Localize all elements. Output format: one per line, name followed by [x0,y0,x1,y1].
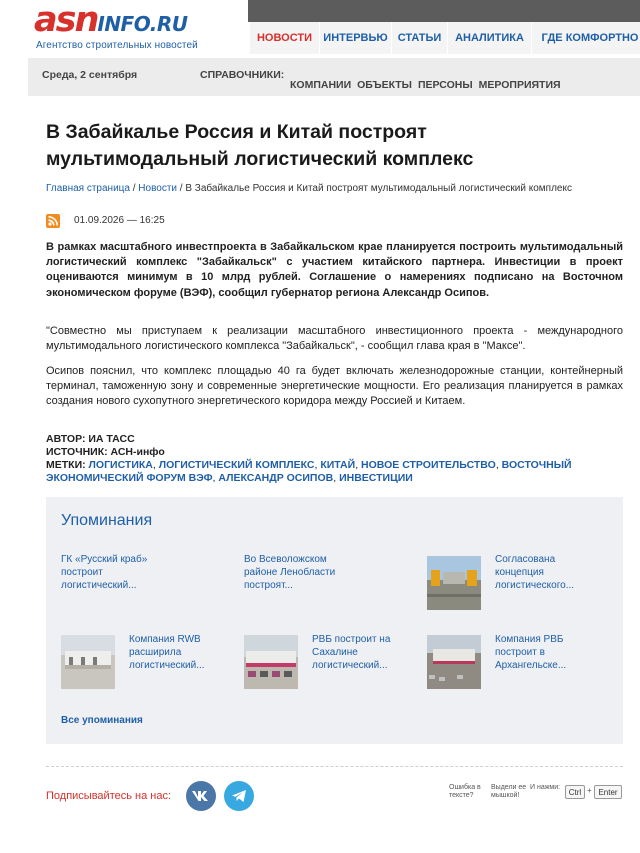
all-mentions-link[interactable]: Все упоминания [61,715,143,726]
mention-text: ГК «Русский краб» построит логистический... [61,554,148,591]
article-title: В Забайкалье Россия и Китай построят мультимодальный логистический комплекс [46,121,474,170]
ctrl-key-badge: Ctrl [565,785,585,799]
article-meta [46,433,623,485]
mention-thumbnail [244,635,298,689]
error-hint-text: Ошибка в тексте? [449,784,481,799]
mentions-title: Упоминания [61,512,153,529]
top-dark-bar [248,0,640,22]
tag-link[interactable]: ЛОГИСТИЧЕСКИЙ КОМПЛЕКС [158,459,315,471]
nav-articles[interactable]: СТАТЬИ [392,22,448,54]
source-value: АСН-инфо [110,446,165,458]
logo-suffix-text: INFO.RU [97,12,188,36]
nav-analytics[interactable]: АНАЛИТИКА [448,22,532,54]
breadcrumb-separator: / [177,183,186,194]
logo-asn-text: asn [34,0,98,40]
ref-link-events[interactable]: МЕРОПРИЯТИЯ [478,79,561,91]
nav-news[interactable]: НОВОСТИ [250,22,320,54]
mention-thumbnail [61,635,115,689]
enter-key-badge: Enter [594,785,622,799]
footer-divider [46,766,623,767]
telegram-icon[interactable] [224,781,254,811]
tags-line: МЕТКИ: ЛОГИСТИКА, ЛОГИСТИЧЕСКИЙ КОМПЛЕКС, КИТАЙ, НОВОЕ СТРОИТЕЛЬСТВО, ВОСТОЧНЫЙ ЭКОНОМИЧЕСКИЙ ФОРУМ ВЭФ, АЛЕКСАНДР ОСИПОВ, ИНВЕСТИЦИИ [46,459,572,484]
mentions-block [46,497,623,744]
tags-label: МЕТКИ: [46,459,86,471]
rss-icon[interactable] [46,214,60,228]
article-lead: В рамках масштабного инвестпроекта в Забайкальском крае планируется построить мультимодальный логистический комплекс "Забайкальск" с участием китайского партнера. Инвестиции в проект оцениваются минимум в 10 млрд рублей. Соглашение о намерениях подписано на Восточном экономическом форуме (ВЭФ), сообщил губернатор региона Александр Осипов. [46,241,623,299]
breadcrumb-current: В Забайкалье Россия и Китай построят мультимодальный логистический комплекс [185,183,572,194]
site-header [0,0,640,58]
author-line [46,433,623,446]
main-nav [250,22,640,54]
key-plus-sign: + [587,786,592,795]
mention-thumbnail [427,556,481,610]
mention-text: Компания РВБ построит в Архангельске... [495,634,567,671]
source-line [46,446,623,459]
mention-text: Компания RWB расширила логистический... [129,634,205,671]
current-date: Среда, 2 сентября [42,69,138,81]
nav-interviews[interactable]: ИНТЕРВЬЮ [320,22,392,54]
author-value: ИА ТАСС [88,433,135,445]
source-label: ИСТОЧНИК: [46,446,108,458]
publish-date: 01.09.2026 — 16:25 [74,215,165,226]
info-bar [28,58,640,96]
tag-link[interactable]: КИТАЙ [320,459,356,471]
reference-label: СПРАВОЧНИКИ: [200,69,285,81]
ref-link-objects[interactable]: ОБЪЕКТЫ [357,79,412,91]
logo-tagline: Агентство строительных новостей [36,40,198,51]
mention-text: Во Всеволожском районе Ленобласти построят... [244,554,336,591]
tag-link[interactable]: АЛЕКСАНДР ОСИПОВ [218,472,334,484]
article-paragraph: "Совместно мы приступаем к реализации масштабного инвестиционного проекта - международного мультимодального логистического комплекса "Забайкальск", - сообщил глава края в "Максе". [46,325,623,353]
mention-text: РВБ построит на Сахалине логистический... [312,634,391,671]
breadcrumb-separator: / [129,183,139,194]
breadcrumb-home[interactable]: Главная страница [46,183,130,194]
ref-link-companies[interactable]: КОМПАНИИ [290,79,352,91]
tag-link[interactable]: ВОСТОЧНЫЙ ЭКОНОМИЧЕСКИЙ ФОРУМ ВЭФ [46,459,572,484]
ref-link-persons[interactable]: ПЕРСОНЫ [417,79,473,91]
error-hint-text: И нажми: [530,784,561,791]
site-logo[interactable] [34,2,246,54]
mention-text: Согласована концепция логистического... [495,554,575,591]
breadcrumb [46,183,626,194]
mention-thumbnail [427,635,481,689]
tag-link[interactable]: НОВОЕ СТРОИТЕЛЬСТВО [361,459,496,471]
tag-link[interactable]: ЛОГИСТИКА [88,459,153,471]
nav-comfort[interactable]: ГДЕ КОМФОРТНО [541,32,639,44]
error-hint-text: Выдели ее мышкой! [491,784,527,799]
article-paragraph: Осипов пояснил, что комплекс площадью 40 га будет включать железнодорожные станции, контейнерный терминал, таможенную зону и современные энергетические мощности. Его реализация планируется в рамках создания нового сухопутного энергетического коридора между Россией и Китаем. [46,365,623,408]
reference-links [290,79,561,91]
tag-link[interactable]: ИНВЕСТИЦИИ [339,472,413,484]
breadcrumb-news[interactable]: Новости [138,183,178,194]
subscribe-label: Подписывайтесь на нас: [46,790,172,802]
vk-icon[interactable] [186,781,216,811]
author-label: АВТОР: [46,433,86,445]
